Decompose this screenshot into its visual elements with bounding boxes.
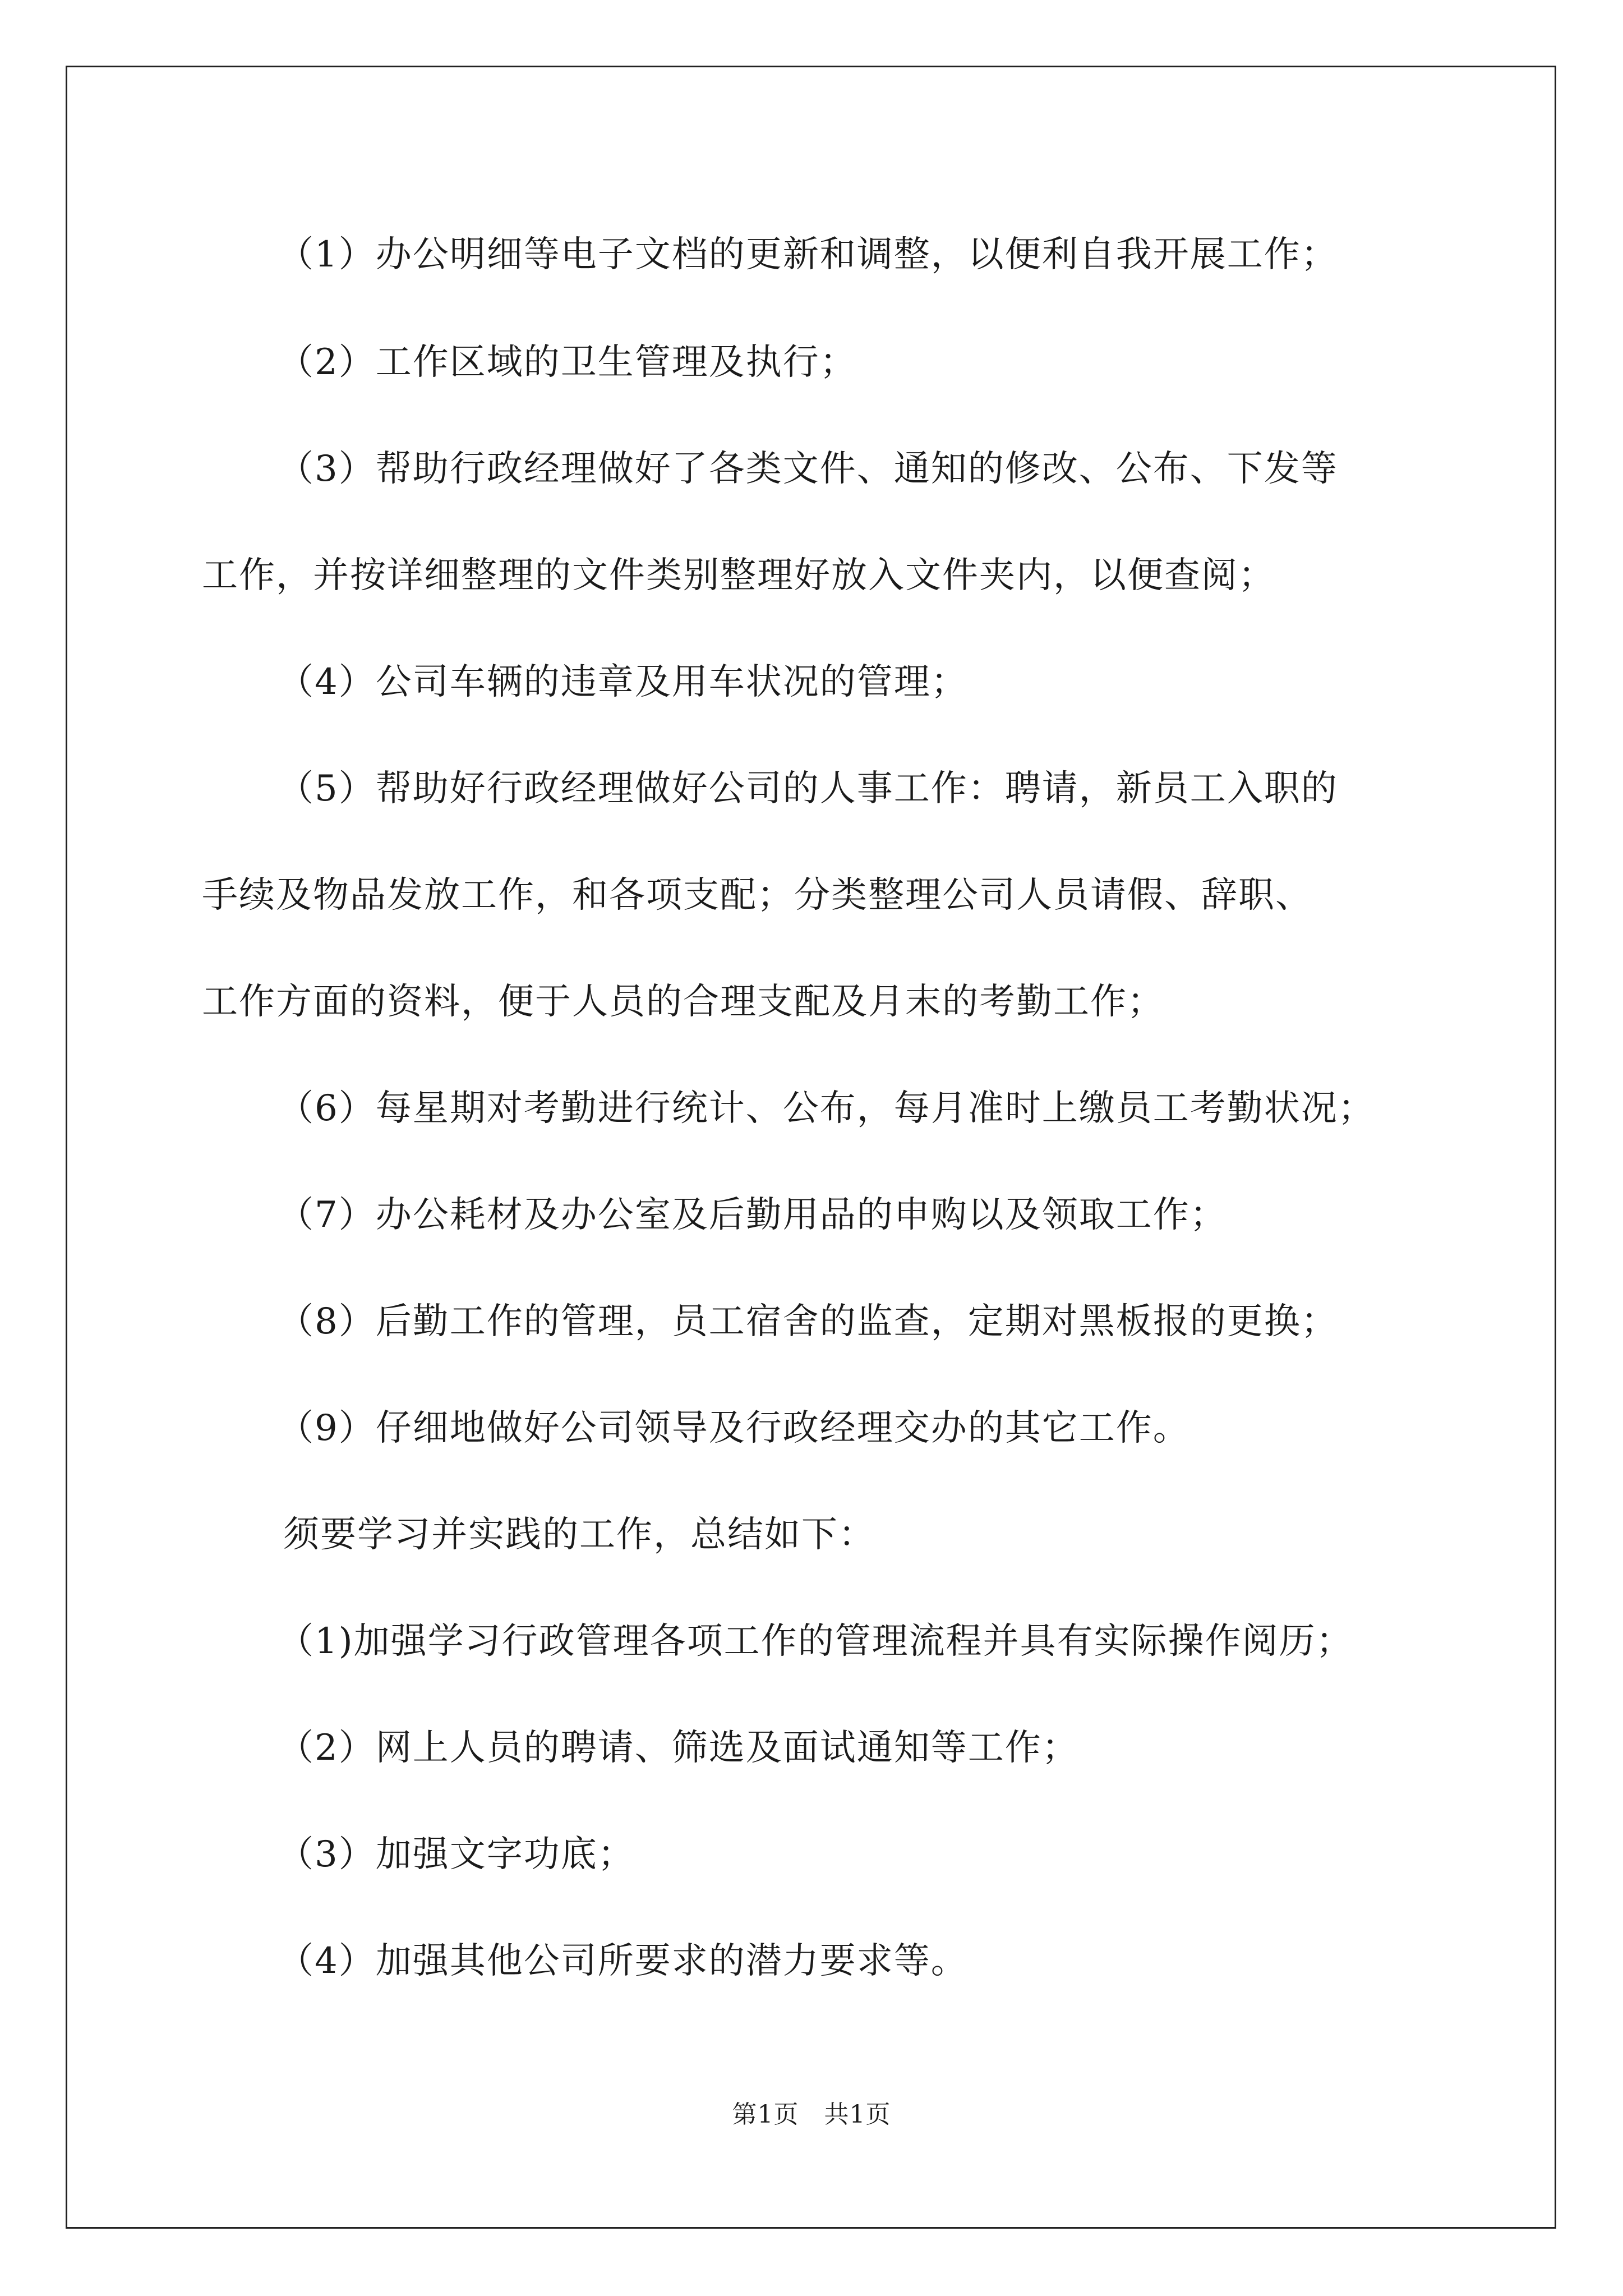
- list-item: （3）加强文字功底；: [278, 1834, 635, 1875]
- list-item: （4）公司车辆的违章及用车状况的管理；: [278, 661, 968, 703]
- section-heading: 须要学习并实践的工作，总结如下：: [283, 1514, 875, 1556]
- list-item: （5）帮助好行政经理做好公司的人事工作：聘请，新员工入职的: [278, 768, 1338, 809]
- list-item: （6）每星期对考勤进行统计、公布，每月准时上缴员工考勤状况；: [278, 1088, 1375, 1129]
- page-number: 第1页 共1页: [732, 2100, 891, 2129]
- list-item: （7）办公耗材及办公室及后勤用品的申购以及领取工作；: [278, 1194, 1227, 1236]
- list-item: （3）帮助行政经理做好了各类文件、通知的修改、公布、下发等: [278, 448, 1338, 490]
- list-item: （4）加强其他公司所要求的潜力要求等。: [278, 1940, 968, 1982]
- list-item: （8）后勤工作的管理，员工宿舍的监查，定期对黑板报的更换；: [278, 1301, 1338, 1342]
- list-item: （1)加强学习行政管理各项工作的管理流程并具有实际操作阅历；: [278, 1621, 1353, 1662]
- list-item-continuation: 手续及物品发放工作，和各项支配；分类整理公司人员请假、辞职、: [202, 875, 1312, 916]
- list-item-continuation: 工作，并按详细整理的文件类别整理好放入文件夹内，以便查阅；: [202, 555, 1275, 596]
- list-item-continuation: 工作方面的资料，便于人员的合理支配及月末的考勤工作；: [202, 981, 1164, 1023]
- list-item: （1）办公明细等电子文档的更新和调整，以便利自我开展工作；: [278, 234, 1338, 275]
- page-border: [66, 66, 1556, 2229]
- list-item: （2）网上人员的聘请、筛选及面试通知等工作；: [278, 1727, 1079, 1769]
- list-item: （2）工作区域的卫生管理及执行；: [278, 342, 857, 383]
- list-item: （9）仔细地做好公司领导及行政经理交办的其它工作。: [278, 1407, 1190, 1449]
